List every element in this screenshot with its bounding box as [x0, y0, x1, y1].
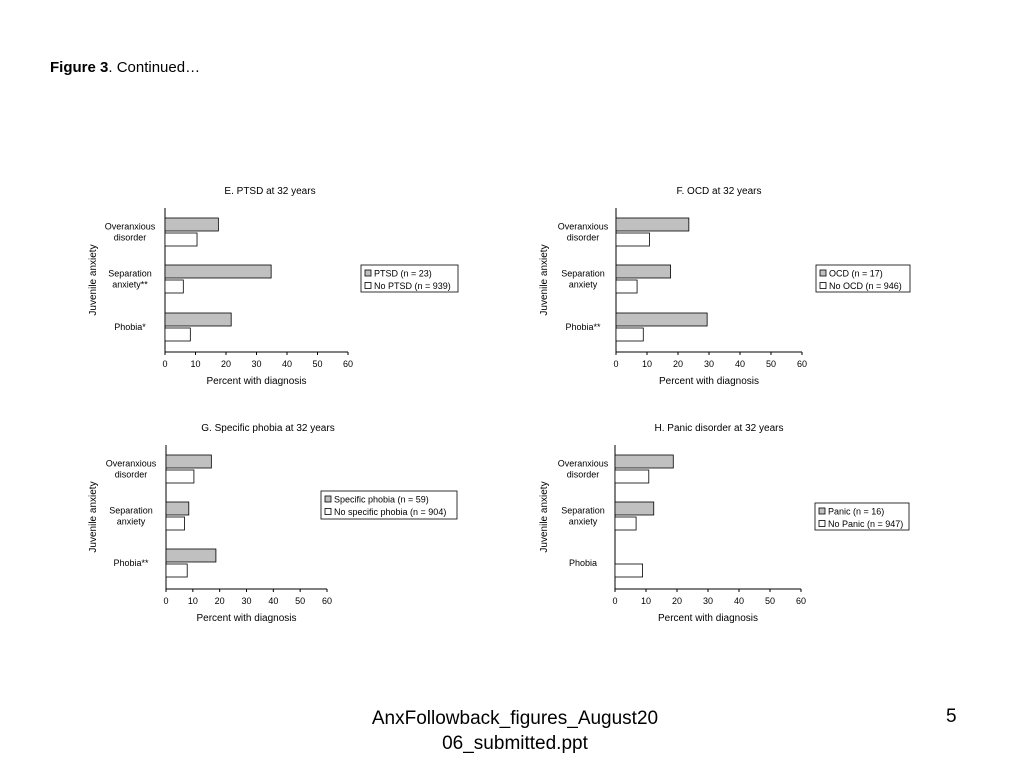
legend-swatch [819, 508, 825, 514]
bar [616, 280, 637, 293]
figure-caption-text: . Continued… [108, 59, 201, 76]
y-axis-label: Juvenile anxiety [88, 244, 99, 316]
x-tick-label: 50 [764, 596, 776, 606]
bar [616, 313, 707, 326]
x-tick-label: 60 [342, 359, 354, 369]
legend-label: No specific phobia (n = 904) [334, 507, 447, 517]
bar [616, 265, 671, 278]
legend-swatch [365, 270, 371, 276]
x-tick-label: 60 [795, 596, 807, 606]
x-tick-label: 50 [312, 359, 323, 369]
legend-label: PTSD (n = 23) [374, 268, 432, 279]
legend-swatch [365, 283, 371, 289]
bar [615, 455, 673, 468]
category-label: Phobia** [113, 558, 149, 568]
bar [166, 517, 185, 530]
bar [616, 328, 643, 341]
legend-swatch [325, 496, 331, 502]
bar [166, 455, 211, 468]
bar [165, 280, 183, 293]
category-label: Overanxious [104, 221, 156, 232]
x-tick-label: 10 [640, 596, 652, 606]
x-tick-label: 30 [251, 359, 262, 369]
legend-swatch [820, 283, 826, 289]
footer-filename: AnxFollowback_figures_August20 06_submitted.ppt [371, 708, 659, 754]
x-tick-label: 0 [612, 596, 618, 606]
category-label: Separation [109, 505, 153, 516]
category-label: Separation [561, 268, 605, 279]
chart-panel [539, 186, 910, 387]
legend-label: No Panic (n = 947) [828, 519, 904, 529]
category-label: Separation [561, 505, 605, 516]
category-label: anxiety [568, 516, 598, 527]
bar [615, 502, 654, 515]
x-axis-label: Percent with diagnosis [658, 376, 760, 387]
category-label: anxiety [116, 516, 146, 527]
legend-label: OCD (n = 17) [829, 268, 883, 279]
bar [165, 328, 190, 341]
x-tick-label: 30 [241, 596, 252, 606]
legend-swatch [819, 521, 825, 527]
figure-caption-label: Figure 3 [50, 59, 109, 76]
bar [165, 218, 218, 231]
category-label: Phobia* [114, 322, 146, 332]
x-tick-label: 30 [702, 596, 714, 606]
chart-title: H. Panic disorder at 32 years [654, 423, 784, 434]
x-tick-label: 20 [671, 596, 683, 606]
category-label: Phobia** [565, 322, 601, 332]
x-tick-label: 50 [765, 359, 777, 369]
x-tick-label: 0 [162, 359, 168, 369]
x-tick-label: 50 [295, 596, 306, 606]
legend-label: No OCD (n = 946) [829, 281, 902, 291]
chart-panel [88, 186, 458, 387]
x-tick-label: 20 [672, 359, 684, 369]
bar [165, 233, 197, 246]
x-axis-label: Percent with diagnosis [657, 613, 759, 624]
x-tick-label: 60 [796, 359, 808, 369]
x-tick-label: 0 [163, 596, 169, 606]
category-label: disorder [566, 232, 600, 243]
bar [615, 564, 643, 577]
chart-title: F. OCD at 32 years [676, 186, 762, 197]
x-tick-label: 30 [703, 359, 715, 369]
chart-title: E. PTSD at 32 years [224, 186, 316, 197]
x-tick-label: 0 [613, 359, 619, 369]
y-axis-label: Juvenile anxiety [88, 481, 99, 553]
chart-title: G. Specific phobia at 32 years [201, 423, 335, 434]
y-axis-label: Juvenile anxiety [539, 481, 550, 553]
bar [166, 470, 194, 483]
bar [166, 564, 187, 577]
x-tick-label: 20 [220, 359, 232, 369]
legend-label: Specific phobia (n = 59) [334, 494, 429, 505]
category-label: Overanxious [105, 458, 157, 469]
category-label: disorder [114, 469, 148, 480]
category-label: disorder [566, 469, 600, 480]
bar [616, 233, 649, 246]
x-tick-label: 10 [641, 359, 653, 369]
bar [166, 502, 189, 515]
category-label: anxiety [568, 279, 598, 290]
category-label: Separation [108, 268, 152, 279]
chart-panel [539, 423, 909, 624]
x-tick-label: 10 [187, 596, 198, 606]
legend-label: Panic (n = 16) [828, 506, 885, 517]
x-tick-label: 10 [190, 359, 201, 369]
x-axis-label: Percent with diagnosis [196, 613, 297, 624]
legend-swatch [325, 509, 331, 515]
x-tick-label: 40 [281, 359, 293, 369]
y-axis-label: Juvenile anxiety [539, 244, 550, 316]
x-axis-label: Percent with diagnosis [206, 376, 307, 387]
bar [615, 517, 636, 530]
bar [615, 470, 649, 483]
category-label: anxiety** [112, 279, 148, 290]
bar [165, 265, 271, 278]
x-tick-label: 40 [734, 359, 746, 369]
category-label: Overanxious [557, 458, 609, 469]
legend-label: No PTSD (n = 939) [374, 281, 451, 291]
chart-panel [88, 423, 457, 624]
category-label: Phobia [568, 558, 598, 568]
bar [165, 313, 231, 326]
footer-page-number: 5 [946, 706, 957, 727]
category-label: Overanxious [557, 221, 609, 232]
x-tick-label: 40 [268, 596, 279, 606]
category-label: disorder [113, 232, 147, 243]
x-tick-label: 60 [321, 596, 333, 606]
bar [616, 218, 689, 231]
legend-swatch [820, 270, 826, 276]
x-tick-label: 20 [214, 596, 225, 606]
bar [166, 549, 216, 562]
x-tick-label: 40 [733, 596, 745, 606]
